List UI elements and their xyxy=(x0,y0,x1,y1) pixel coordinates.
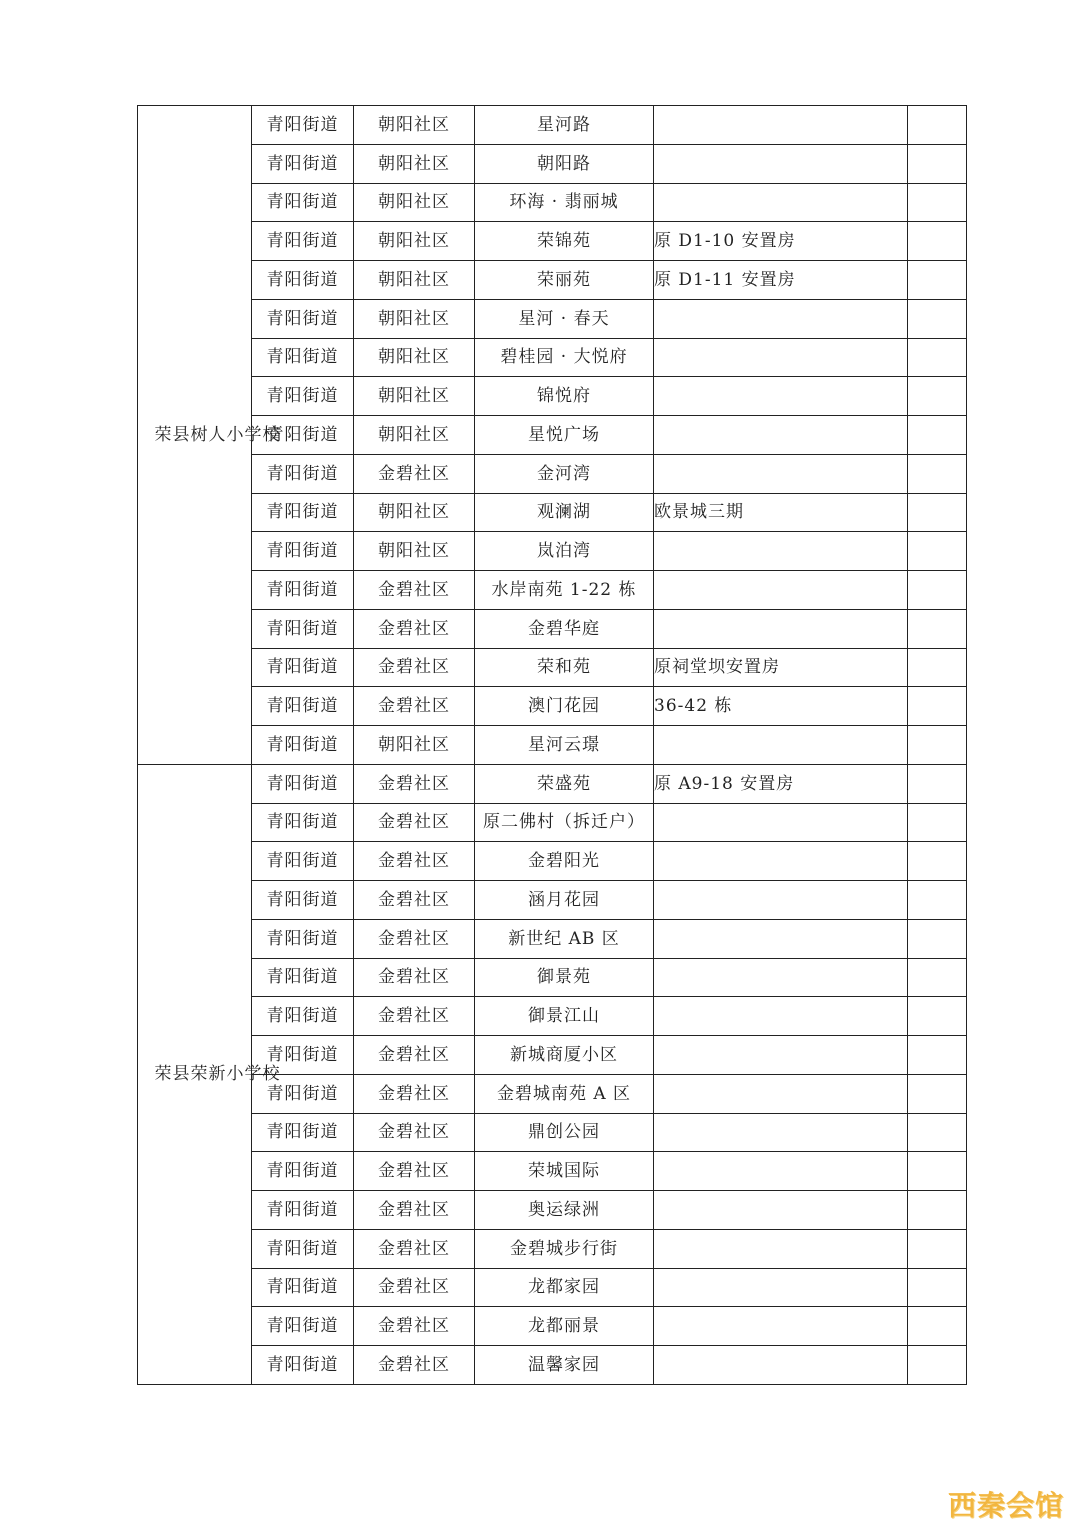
street-cell: 青阳街道 xyxy=(252,609,354,648)
street-cell: 青阳街道 xyxy=(252,1074,354,1113)
street-cell: 青阳街道 xyxy=(252,1307,354,1346)
school-zone-table xyxy=(137,105,967,1385)
community-cell: 金碧社区 xyxy=(354,571,475,610)
note-cell xyxy=(654,532,908,571)
community-cell: 朝阳社区 xyxy=(354,261,475,300)
extra-cell xyxy=(908,687,967,726)
street-cell: 青阳街道 xyxy=(252,1113,354,1152)
extra-cell xyxy=(908,144,967,183)
community-cell: 朝阳社区 xyxy=(354,726,475,765)
community-cell: 朝阳社区 xyxy=(354,106,475,145)
note-cell xyxy=(654,1113,908,1152)
estate-cell: 星河 · 春天 xyxy=(475,299,654,338)
estate-cell: 金河湾 xyxy=(475,454,654,493)
note-cell: 36-42 栋 xyxy=(654,687,908,726)
street-cell: 青阳街道 xyxy=(252,183,354,222)
street-cell: 青阳街道 xyxy=(252,493,354,532)
table-row xyxy=(138,1191,967,1230)
estate-cell: 荣丽苑 xyxy=(475,261,654,300)
table-row xyxy=(138,648,967,687)
estate-cell: 金碧城南苑 A 区 xyxy=(475,1074,654,1113)
extra-cell xyxy=(908,726,967,765)
estate-cell: 鼎创公园 xyxy=(475,1113,654,1152)
table-row xyxy=(138,764,967,803)
street-cell: 青阳街道 xyxy=(252,958,354,997)
table-row xyxy=(138,377,967,416)
extra-cell xyxy=(908,454,967,493)
note-cell xyxy=(654,416,908,455)
note-cell xyxy=(654,1346,908,1385)
note-cell: 欧景城三期 xyxy=(654,493,908,532)
community-cell: 金碧社区 xyxy=(354,919,475,958)
extra-cell xyxy=(908,183,967,222)
note-cell xyxy=(654,144,908,183)
community-cell: 朝阳社区 xyxy=(354,299,475,338)
extra-cell xyxy=(908,1152,967,1191)
table-row xyxy=(138,532,967,571)
estate-cell: 金碧城步行街 xyxy=(475,1229,654,1268)
table-row xyxy=(138,144,967,183)
table-row xyxy=(138,1229,967,1268)
street-cell: 青阳街道 xyxy=(252,726,354,765)
estate-cell: 新世纪 AB 区 xyxy=(475,919,654,958)
note-cell xyxy=(654,997,908,1036)
extra-cell xyxy=(908,338,967,377)
community-cell: 金碧社区 xyxy=(354,958,475,997)
community-cell: 金碧社区 xyxy=(354,803,475,842)
estate-cell: 荣城国际 xyxy=(475,1152,654,1191)
note-cell: 原 D1-10 安置房 xyxy=(654,222,908,261)
table-body xyxy=(138,106,967,1385)
extra-cell xyxy=(908,648,967,687)
table-row xyxy=(138,299,967,338)
extra-cell xyxy=(908,1307,967,1346)
street-cell: 青阳街道 xyxy=(252,1268,354,1307)
note-cell xyxy=(654,919,908,958)
community-cell: 朝阳社区 xyxy=(354,222,475,261)
table-row xyxy=(138,454,967,493)
table-row xyxy=(138,726,967,765)
note-cell xyxy=(654,1191,908,1230)
community-cell: 金碧社区 xyxy=(354,1191,475,1230)
extra-cell xyxy=(908,571,967,610)
extra-cell xyxy=(908,532,967,571)
estate-cell: 温馨家园 xyxy=(475,1346,654,1385)
extra-cell xyxy=(908,493,967,532)
street-cell: 青阳街道 xyxy=(252,803,354,842)
street-cell: 青阳街道 xyxy=(252,377,354,416)
estate-cell: 岚泊湾 xyxy=(475,532,654,571)
estate-cell: 星河路 xyxy=(475,106,654,145)
extra-cell xyxy=(908,881,967,920)
table-row xyxy=(138,881,967,920)
estate-cell: 龙都丽景 xyxy=(475,1307,654,1346)
community-cell: 金碧社区 xyxy=(354,881,475,920)
estate-cell: 金碧阳光 xyxy=(475,842,654,881)
table-row xyxy=(138,338,967,377)
table-row xyxy=(138,1307,967,1346)
community-cell: 朝阳社区 xyxy=(354,338,475,377)
estate-cell: 水岸南苑 1-22 栋 xyxy=(475,571,654,610)
extra-cell xyxy=(908,377,967,416)
table-row xyxy=(138,687,967,726)
note-cell xyxy=(654,571,908,610)
table-row xyxy=(138,222,967,261)
community-cell: 金碧社区 xyxy=(354,1113,475,1152)
street-cell: 青阳街道 xyxy=(252,416,354,455)
note-cell xyxy=(654,958,908,997)
estate-cell: 星悦广场 xyxy=(475,416,654,455)
note-cell xyxy=(654,338,908,377)
community-cell: 金碧社区 xyxy=(354,997,475,1036)
extra-cell xyxy=(908,1346,967,1385)
street-cell: 青阳街道 xyxy=(252,106,354,145)
note-cell xyxy=(654,1307,908,1346)
street-cell: 青阳街道 xyxy=(252,454,354,493)
table-row xyxy=(138,609,967,648)
note-cell xyxy=(654,183,908,222)
note-cell xyxy=(654,1074,908,1113)
extra-cell xyxy=(908,1036,967,1075)
table-row xyxy=(138,261,967,300)
extra-cell xyxy=(908,416,967,455)
note-cell: 原 D1-11 安置房 xyxy=(654,261,908,300)
street-cell: 青阳街道 xyxy=(252,338,354,377)
note-cell xyxy=(654,726,908,765)
extra-cell xyxy=(908,1191,967,1230)
street-cell: 青阳街道 xyxy=(252,1191,354,1230)
note-cell xyxy=(654,881,908,920)
estate-cell: 龙都家园 xyxy=(475,1268,654,1307)
street-cell: 青阳街道 xyxy=(252,299,354,338)
note-cell xyxy=(654,1268,908,1307)
community-cell: 金碧社区 xyxy=(354,1346,475,1385)
table-row xyxy=(138,1268,967,1307)
table-row xyxy=(138,919,967,958)
community-cell: 朝阳社区 xyxy=(354,377,475,416)
community-cell: 金碧社区 xyxy=(354,1036,475,1075)
estate-cell: 观澜湖 xyxy=(475,493,654,532)
extra-cell xyxy=(908,1229,967,1268)
table-row xyxy=(138,958,967,997)
street-cell: 青阳街道 xyxy=(252,571,354,610)
estate-cell: 锦悦府 xyxy=(475,377,654,416)
table-row xyxy=(138,106,967,145)
table-row xyxy=(138,997,967,1036)
street-cell: 青阳街道 xyxy=(252,1229,354,1268)
community-cell: 金碧社区 xyxy=(354,454,475,493)
extra-cell xyxy=(908,106,967,145)
community-cell: 金碧社区 xyxy=(354,1268,475,1307)
school-cell xyxy=(138,764,281,1384)
extra-cell xyxy=(908,1074,967,1113)
community-cell: 金碧社区 xyxy=(354,687,475,726)
community-cell: 金碧社区 xyxy=(354,1229,475,1268)
note-cell xyxy=(654,609,908,648)
street-cell: 青阳街道 xyxy=(252,687,354,726)
estate-cell: 涵月花园 xyxy=(475,881,654,920)
estate-cell: 新城商厦小区 xyxy=(475,1036,654,1075)
note-cell xyxy=(654,803,908,842)
table-row xyxy=(138,803,967,842)
community-cell: 金碧社区 xyxy=(354,764,475,803)
table-row xyxy=(138,493,967,532)
school-cell xyxy=(138,106,281,765)
note-cell xyxy=(654,377,908,416)
street-cell: 青阳街道 xyxy=(252,648,354,687)
street-cell: 青阳街道 xyxy=(252,532,354,571)
extra-cell xyxy=(908,803,967,842)
extra-cell xyxy=(908,997,967,1036)
extra-cell xyxy=(908,764,967,803)
street-cell: 青阳街道 xyxy=(252,1346,354,1385)
street-cell: 青阳街道 xyxy=(252,261,354,300)
estate-cell: 碧桂园 · 大悦府 xyxy=(475,338,654,377)
estate-cell: 星河云璟 xyxy=(475,726,654,765)
note-cell xyxy=(654,1229,908,1268)
community-cell: 金碧社区 xyxy=(354,1152,475,1191)
watermark-logo: 西秦会馆 xyxy=(948,1489,1065,1522)
extra-cell xyxy=(908,958,967,997)
community-cell: 朝阳社区 xyxy=(354,144,475,183)
street-cell: 青阳街道 xyxy=(252,1036,354,1075)
street-cell: 青阳街道 xyxy=(252,764,354,803)
community-cell: 金碧社区 xyxy=(354,842,475,881)
estate-cell: 金碧华庭 xyxy=(475,609,654,648)
note-cell xyxy=(654,299,908,338)
school-name: 荣县荣新小学校 xyxy=(154,1064,281,1085)
street-cell: 青阳街道 xyxy=(252,144,354,183)
table-row xyxy=(138,1346,967,1385)
table-row xyxy=(138,842,967,881)
street-cell: 青阳街道 xyxy=(252,919,354,958)
extra-cell xyxy=(908,609,967,648)
extra-cell xyxy=(908,842,967,881)
community-cell: 金碧社区 xyxy=(354,1074,475,1113)
estate-cell: 御景苑 xyxy=(475,958,654,997)
community-cell: 朝阳社区 xyxy=(354,493,475,532)
estate-cell: 荣和苑 xyxy=(475,648,654,687)
extra-cell xyxy=(908,1113,967,1152)
table-row xyxy=(138,183,967,222)
note-cell xyxy=(654,842,908,881)
community-cell: 金碧社区 xyxy=(354,648,475,687)
table-row xyxy=(138,1152,967,1191)
street-cell: 青阳街道 xyxy=(252,997,354,1036)
estate-cell: 御景江山 xyxy=(475,997,654,1036)
note-cell: 原祠堂坝安置房 xyxy=(654,648,908,687)
note-cell xyxy=(654,454,908,493)
estate-cell: 环海 · 翡丽城 xyxy=(475,183,654,222)
table-row xyxy=(138,571,967,610)
note-cell xyxy=(654,1152,908,1191)
community-cell: 金碧社区 xyxy=(354,609,475,648)
school-name: 荣县树人小学校 xyxy=(154,424,281,445)
street-cell: 青阳街道 xyxy=(252,222,354,261)
table-row xyxy=(138,1113,967,1152)
community-cell: 朝阳社区 xyxy=(354,416,475,455)
estate-cell: 澳门花园 xyxy=(475,687,654,726)
estate-cell: 荣盛苑 xyxy=(475,764,654,803)
estate-cell: 原二佛村（拆迁户） xyxy=(475,803,654,842)
extra-cell xyxy=(908,1268,967,1307)
estate-cell: 荣锦苑 xyxy=(475,222,654,261)
note-cell xyxy=(654,1036,908,1075)
community-cell: 朝阳社区 xyxy=(354,532,475,571)
street-cell: 青阳街道 xyxy=(252,881,354,920)
extra-cell xyxy=(908,919,967,958)
note-cell xyxy=(654,106,908,145)
community-cell: 金碧社区 xyxy=(354,1307,475,1346)
estate-cell: 朝阳路 xyxy=(475,144,654,183)
street-cell: 青阳街道 xyxy=(252,842,354,881)
street-cell: 青阳街道 xyxy=(252,1152,354,1191)
community-cell: 朝阳社区 xyxy=(354,183,475,222)
note-cell: 原 A9-18 安置房 xyxy=(654,764,908,803)
estate-cell: 奥运绿洲 xyxy=(475,1191,654,1230)
extra-cell xyxy=(908,261,967,300)
extra-cell xyxy=(908,299,967,338)
extra-cell xyxy=(908,222,967,261)
